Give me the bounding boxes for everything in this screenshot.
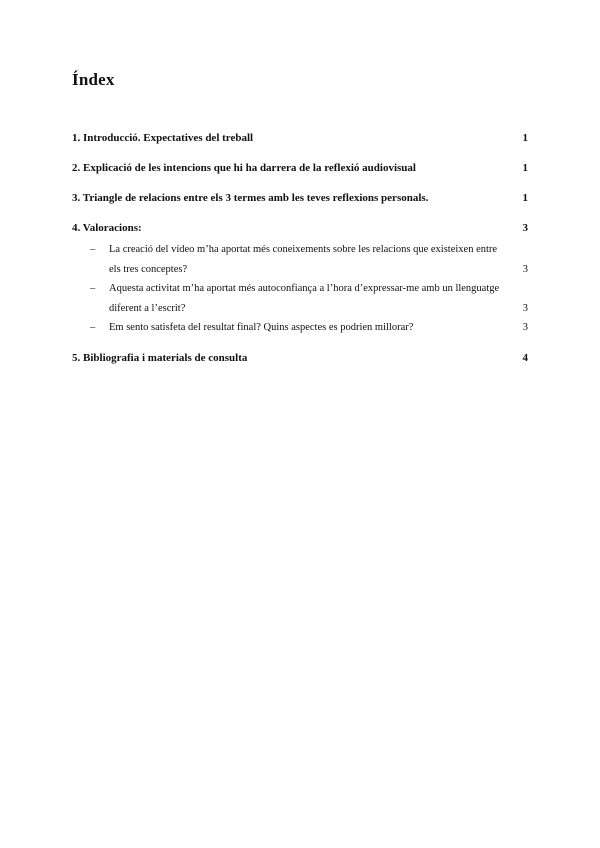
toc-subentries — [72, 240, 528, 338]
toc-subentry-3[interactable] — [72, 318, 528, 338]
table-of-contents — [72, 128, 528, 368]
toc-entry-page: 1 — [522, 132, 528, 144]
toc-entry-label: 4. Valoracions: — [72, 222, 142, 234]
dash-bullet: – — [90, 244, 96, 255]
toc-subentry-2[interactable] — [72, 279, 528, 318]
toc-subentry-page: 3 — [522, 322, 528, 333]
toc-entry-label: 3. Triangle de relacions entre els 3 termes amb les teves reflexions personals. — [72, 192, 429, 204]
toc-subentry-1[interactable] — [72, 240, 528, 279]
toc-entry-label: 2. Explicació de les intencions que hi ha darrera de la reflexió audiovisual — [72, 162, 416, 174]
dash-bullet: – — [90, 322, 96, 333]
toc-entry-label: 1. Introducció. Expectatives del treball — [72, 132, 254, 144]
toc-entry-2[interactable] — [72, 158, 528, 178]
toc-subentry-page: 3 — [522, 302, 528, 314]
toc-entry-5[interactable] — [72, 348, 528, 368]
toc-entry-page: 1 — [522, 162, 528, 174]
toc-entry-page: 3 — [522, 222, 528, 234]
toc-subentry-label: Em sento satisfeta del resultat final? Quins aspectes es podrien millorar? — [109, 322, 414, 333]
toc-title: Índex — [72, 70, 115, 89]
toc-subentry-label: Aquesta activitat m’ha aportat més autoconfiança a l’hora d’expressar-me amb un llenguatge diferent a l’escrit? — [109, 283, 500, 314]
toc-entry-3[interactable] — [72, 188, 528, 208]
toc-entry-1[interactable] — [72, 128, 528, 148]
toc-entry-page: 4 — [522, 351, 528, 364]
toc-subentry-label: La creació del vídeo m’ha aportat més coneixements sobre les relacions que existeixen entre els tres conceptes? — [109, 244, 498, 275]
toc-subentry-page: 3 — [522, 263, 528, 275]
toc-entry-label: 5. Bibliografia i materials de consulta — [72, 351, 248, 364]
toc-entry-page: 1 — [522, 192, 528, 204]
dash-bullet: – — [90, 283, 96, 294]
toc-entry-4[interactable] — [72, 218, 528, 238]
